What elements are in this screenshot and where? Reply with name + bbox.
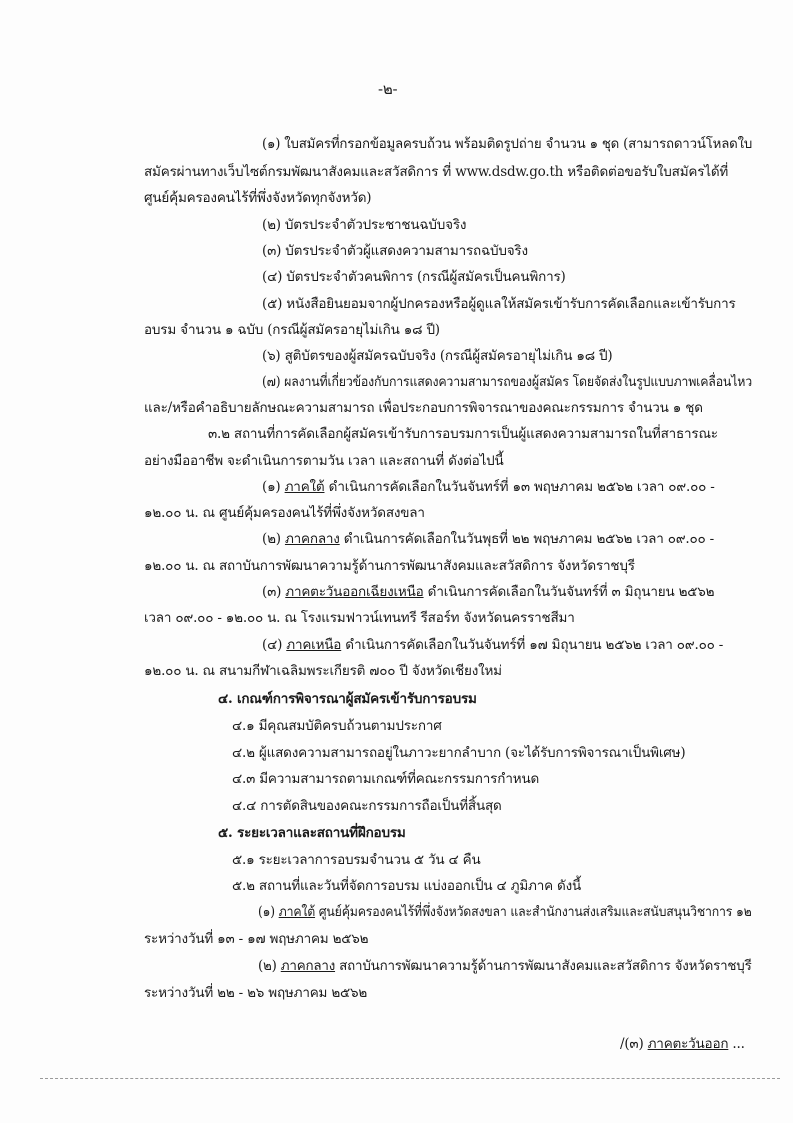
text-line-underlined: ภาคเหนือ <box>286 637 342 653</box>
section-heading <box>218 690 477 708</box>
text-line <box>262 295 736 313</box>
text-line <box>232 744 685 762</box>
text-line-post: ดำเนินการคัดเลือกในวันจันทร์ที่ ๓ มิถุนายน ๒๕๖๒ <box>423 584 715 600</box>
text-line <box>144 930 368 948</box>
text-line-pre: (๓) <box>262 584 286 600</box>
text-line-pre: ๓.๒ สถานที่การคัดเลือกผู้สมัครเข้ารับการอบรมการเป็นผู้แสดงความสามารถในที่สาธารณะ <box>208 426 718 442</box>
text-line <box>144 557 635 575</box>
text-line <box>262 373 752 391</box>
text-line-pre: (๖) สูติบัตรของผู้สมัครฉบับจริง (กรณีผู้สมัครอายุไม่เกิน ๑๘ ปี) <box>262 348 613 364</box>
text-line-pre: (๗) ผลงานที่เกี่ยวข้องกับการแสดงความสามารถของผู้สมัคร โดยจัดส่งในรูปแบบภาพเคลื่อนไหว <box>262 374 752 390</box>
text-line <box>232 851 481 869</box>
text-line <box>258 957 752 975</box>
text-line <box>262 268 566 286</box>
text-line-pre: (๕) หนังสือยินยอมจากผู้ปกครองหรือผู้ดูแลให้สมัครเข้ารับการคัดเลือกและเข้ารับการ <box>262 296 736 312</box>
text-line <box>232 877 581 895</box>
text-line-underlined: ภาคตะวันออกเฉียงเหนือ <box>285 584 424 600</box>
text-line-pre: ๔.๔ การตัดสินของคณะกรรมการถือเป็นที่สิ้นสุด <box>232 798 502 814</box>
text-line-pre: สมัครผ่านทางเว็บไซต์กรมพัฒนาสังคมและสวัสดิการ ที่ www.dsdw.go.th หรือติดต่อขอรับใบสมัครได้ที่ <box>144 164 729 180</box>
text-line-underlined: ภาคกลาง <box>280 958 336 974</box>
text-line <box>144 189 371 207</box>
text-line-underlined: ภาคกลาง <box>284 531 340 547</box>
text-line <box>262 636 723 654</box>
text-line <box>144 321 440 339</box>
text-line-pre: และ/หรือคำอธิบายลักษณะความสามารถ เพื่อประกอบการพิจารณาของคณะกรรมการ จำนวน ๑ ชุด <box>144 400 703 416</box>
text-line <box>144 662 502 680</box>
text-line-pre: ๑๒.๐๐ น. ณ สนามกีฬาเฉลิมพระเกียรติ ๗๐๐ ปี จังหวัดเชียงใหม่ <box>144 663 502 679</box>
text-line-pre: ๔.๓ มีความสามารถตามเกณฑ์ที่คณะกรรมการกำหนด <box>232 771 540 787</box>
text-line <box>232 770 539 788</box>
text-line <box>258 903 752 921</box>
text-line-pre: ๔. เกณฑ์การพิจารณาผู้สมัครเข้ารับการอบรม <box>218 691 477 707</box>
text-line-pre: ๕.๑ ระยะเวลาการอบรมจำนวน ๕ วัน ๔ คืน <box>232 852 481 868</box>
text-line-pre: (๓) บัตรประจำตัวผู้แสดงความสามารถฉบับจริง <box>262 243 528 259</box>
text-line <box>144 163 728 181</box>
text-line <box>232 797 502 815</box>
text-line <box>262 347 612 365</box>
page-number: -๒- <box>378 80 398 98</box>
text-line <box>208 425 718 443</box>
text-line-pre: เวลา ๐๙.๐๐ - ๑๒.๐๐ น. ณ โรงแรมฟาวน์เทนทรี รีสอร์ท จังหวัดนครราชสีมา <box>144 610 575 626</box>
text-line <box>262 478 715 496</box>
text-line-pre: (๒) <box>262 531 285 547</box>
text-line-pre: (๑) <box>258 904 279 920</box>
text-line-pre: (๒) บัตรประจำตัวประชาชนฉบับจริง <box>262 217 467 233</box>
text-line <box>262 583 714 601</box>
text-line-pre: อบรม จำนวน ๑ ฉบับ (กรณีผู้สมัครอายุไม่เกิน ๑๘ ปี) <box>144 322 440 338</box>
text-line-underlined: ภาคใต้ <box>278 904 316 920</box>
text-line-pre: (๒) <box>258 958 281 974</box>
text-line <box>144 399 703 417</box>
text-line-pre: (๔) <box>262 637 287 653</box>
text-line-pre: (๑) <box>262 479 285 495</box>
text-line <box>262 216 466 234</box>
text-line <box>232 717 442 735</box>
text-line-pre: ๑๒.๐๐ น. ณ สถาบันการพัฒนาความรู้ด้านการพัฒนาสังคมและสวัสดิการ จังหวัดราชบุรี <box>144 558 635 574</box>
scan-bottom-edge <box>40 1078 780 1079</box>
text-line-post: ศูนย์คุ้มครองคนไร้ที่พึ่งจังหวัดสงขลา และสำนักงานส่งเสริมและสนับสนุนวิชาการ ๑๒ <box>315 904 752 920</box>
text-line-pre: ศูนย์คุ้มครองคนไร้ที่พึ่งจังหวัดทุกจังหวัด) <box>144 190 372 206</box>
text-line-pre: ระหว่างวันที่ ๑๓ - ๑๗ พฤษภาคม ๒๕๖๒ <box>144 931 369 947</box>
text-line-pre: (๔) บัตรประจำตัวคนพิการ (กรณีผู้สมัครเป็นคนพิการ) <box>262 269 566 285</box>
text-line-post: ... <box>728 1036 745 1052</box>
text-line-pre: อย่างมืออาชีพ จะดำเนินการตามวัน เวลา และสถานที่ ดังต่อไปนี้ <box>144 453 504 469</box>
text-line <box>144 984 367 1002</box>
text-line <box>144 504 425 522</box>
text-line-pre: ๑๒.๐๐ น. ณ ศูนย์คุ้มครองคนไร้ที่พึ่งจังหวัดสงขลา <box>144 505 425 521</box>
text-line-underlined: ภาคตะวันออก <box>647 1036 729 1052</box>
text-line-pre: ระหว่างวันที่ ๒๒ - ๒๖ พฤษภาคม ๒๕๖๒ <box>144 985 368 1001</box>
text-line <box>144 609 575 627</box>
text-line <box>262 135 752 153</box>
section-heading <box>218 824 406 842</box>
text-line-underlined: ภาคใต้ <box>284 479 325 495</box>
text-line-post: สถาบันการพัฒนาความรู้ด้านการพัฒนาสังคมและสวัสดิการ จังหวัดราชบุรี <box>335 958 752 974</box>
text-line <box>262 530 714 548</box>
text-line-pre: ๕. ระยะเวลาและสถานที่ฝึกอบรม <box>218 825 406 841</box>
text-line-pre: (๑) ใบสมัครที่กรอกข้อมูลครบถ้วน พร้อมติดรูปถ่าย จำนวน ๑ ชุด (สามารถดาวน์โหลดใบ <box>262 136 753 152</box>
text-line-pre: ๔.๑ มีคุณสมบัติครบถ้วนตามประกาศ <box>232 718 442 734</box>
text-line-post: ดำเนินการคัดเลือกในวันจันทร์ที่ ๑๗ มิถุนายน ๒๕๖๒ เวลา ๐๙.๐๐ - <box>341 637 724 653</box>
text-line-pre: ๔.๒ ผู้แสดงความสามารถอยู่ในภาวะยากลำบาก (จะได้รับการพิจารณาเป็นพิเศษ) <box>232 745 686 761</box>
text-line <box>262 242 528 260</box>
text-line-post: ดำเนินการคัดเลือกในวันจันทร์ที่ ๑๓ พฤษภาคม ๒๕๖๒ เวลา ๐๙.๐๐ - <box>324 479 715 495</box>
text-line-pre: /(๓) <box>620 1036 648 1052</box>
text-line <box>144 452 504 470</box>
text-line-pre: ๕.๒ สถานที่และวันที่จัดการอบรม แบ่งออกเป็น ๔ ภูมิภาค ดังนี้ <box>232 878 582 894</box>
continuation-note <box>620 1035 745 1053</box>
text-line-post: ดำเนินการคัดเลือกในวันพุธที่ ๒๒ พฤษภาคม ๒๕๖๒ เวลา ๐๙.๐๐ - <box>339 531 715 547</box>
